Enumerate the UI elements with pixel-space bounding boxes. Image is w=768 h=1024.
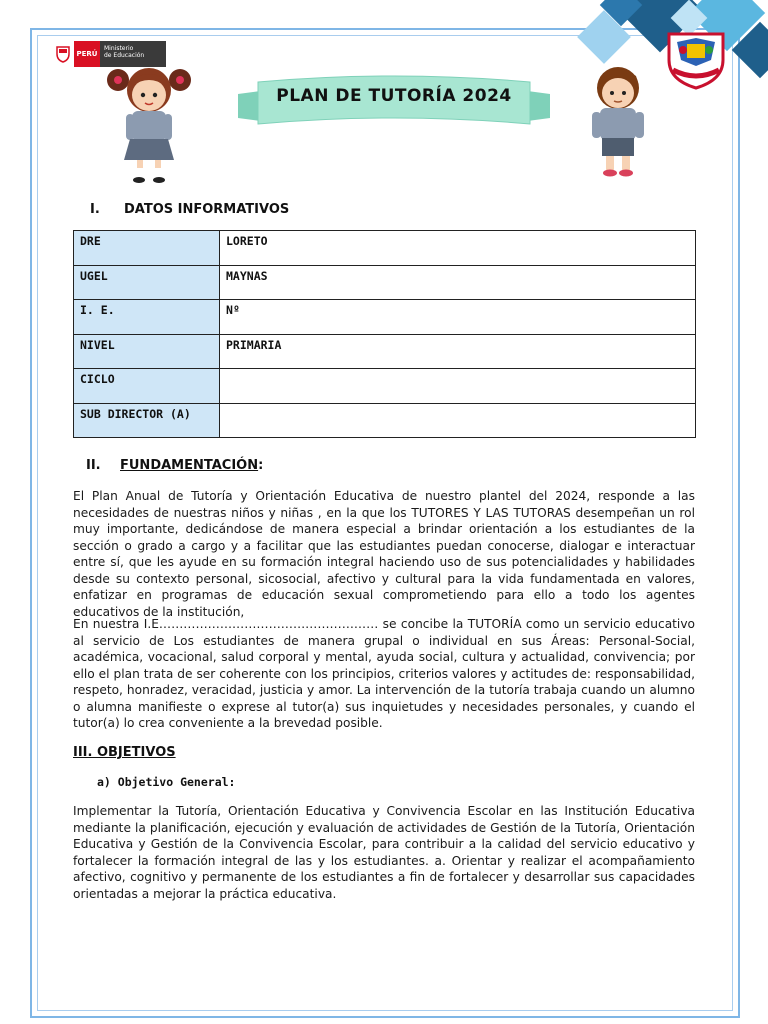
row-value: LORETO [220,231,696,266]
table-row [74,300,696,335]
table-row [74,369,696,404]
table-row [74,334,696,369]
row-value [220,369,696,404]
logo-country: PERÚ [74,41,100,67]
row-value: PRIMARIA [220,334,696,369]
page-title: PLAN DE TUTORÍA 2024 [276,86,512,106]
row-label: UGEL [74,265,220,300]
row-label: I. E. [74,300,220,335]
row-label: NIVEL [74,334,220,369]
boy-student-illustration [578,64,658,180]
datos-informativos-table [73,230,696,438]
fundamentacion-paragraph-2: En nuestra I.E……………………………………………… se concibe la TUTORÍA como un servicio educativo al servicio de Los estudiantes de manera grupal o individual en sus Áreas: Personal-Social, académica, vocacional, salud corporal y mental, ayuda social, cultura y actualidad, convivencia; por ello el plan trata de ser coherente con los principios, criterios valores y actitudes de: responsabilidad, respeto, honradez, veracidad, justicia y amor. La intervención de la tutoría trabaja cuando un alumno o alumna manifieste o exprese al tutor(a) sus inquietudes y necesidades personales, y cuando el tutor(a) lo crea conveniente a la brevedad posible. [73,617,695,730]
section-fundamentacion-heading: II. FUNDAMENTACIÓN: [86,458,264,473]
table-row [74,403,696,438]
row-label: CICLO [74,369,220,404]
peru-shield-icon [52,41,74,67]
row-label: SUB DIRECTOR (A) [74,403,220,438]
section-objetivos-heading: III. OBJETIVOS [73,745,176,760]
table-row [74,231,696,266]
row-value: MAYNAS [220,265,696,300]
row-label: DRE [74,231,220,266]
title-banner [238,72,550,132]
logo-ministry: Ministerio de Educación [100,41,166,67]
school-emblem-icon [663,30,729,90]
objetivo-general-heading: a) Objetivo General: [97,775,236,789]
row-value: Nº [220,300,696,335]
girl-student-illustration [104,64,194,186]
table-row [74,265,696,300]
fundamentacion-paragraph-1: El Plan Anual de Tutoría y Orientación Educativa de nuestro plantel del 2024, responde a las necesidades de nuestras niños y niñas , en la que los TUTORES Y LAS TUTORAS desempeñan un rol muy importante, dedicándose de manera especial a brindar orientación a los estudiantes de la sección o grado a cargo y a facilitar que las estudiantes puedan conocerse, dialogar e interactuar entre sí, que les ayude en su formación integral haciendo uso de sus potencialidades y habilidades desde su contexto personal, sicosocial, afectivo y cultural para la vida fundamentada en valores, enfatizar en programas de educación sexual comprometiendo para ello a todo los agentes educativos de la institución, [73,489,695,619]
objetivo-general-paragraph: Implementar la Tutoría, Orientación Educativa y Convivencia Escolar en las Institución Educativa mediante la planificación, ejecución y evaluación de actividades de Gestión de la Tutoría, Orientación Educativa y Gestión de la Convivencia Escolar, para contribuir a la calidad del servicio educativo y fortalecer la formación integral de las y los estudiantes. a. Orientar y realizar el acompañamiento afectivo, cognitivo y permanente de los estudiantes a fin de fortalecer y desarrollar sus capacidades orientadas a mejorar la práctica educativa. [73,804,695,901]
row-value [220,403,696,438]
section-datos-heading: I. DATOS INFORMATIVOS [90,202,290,217]
